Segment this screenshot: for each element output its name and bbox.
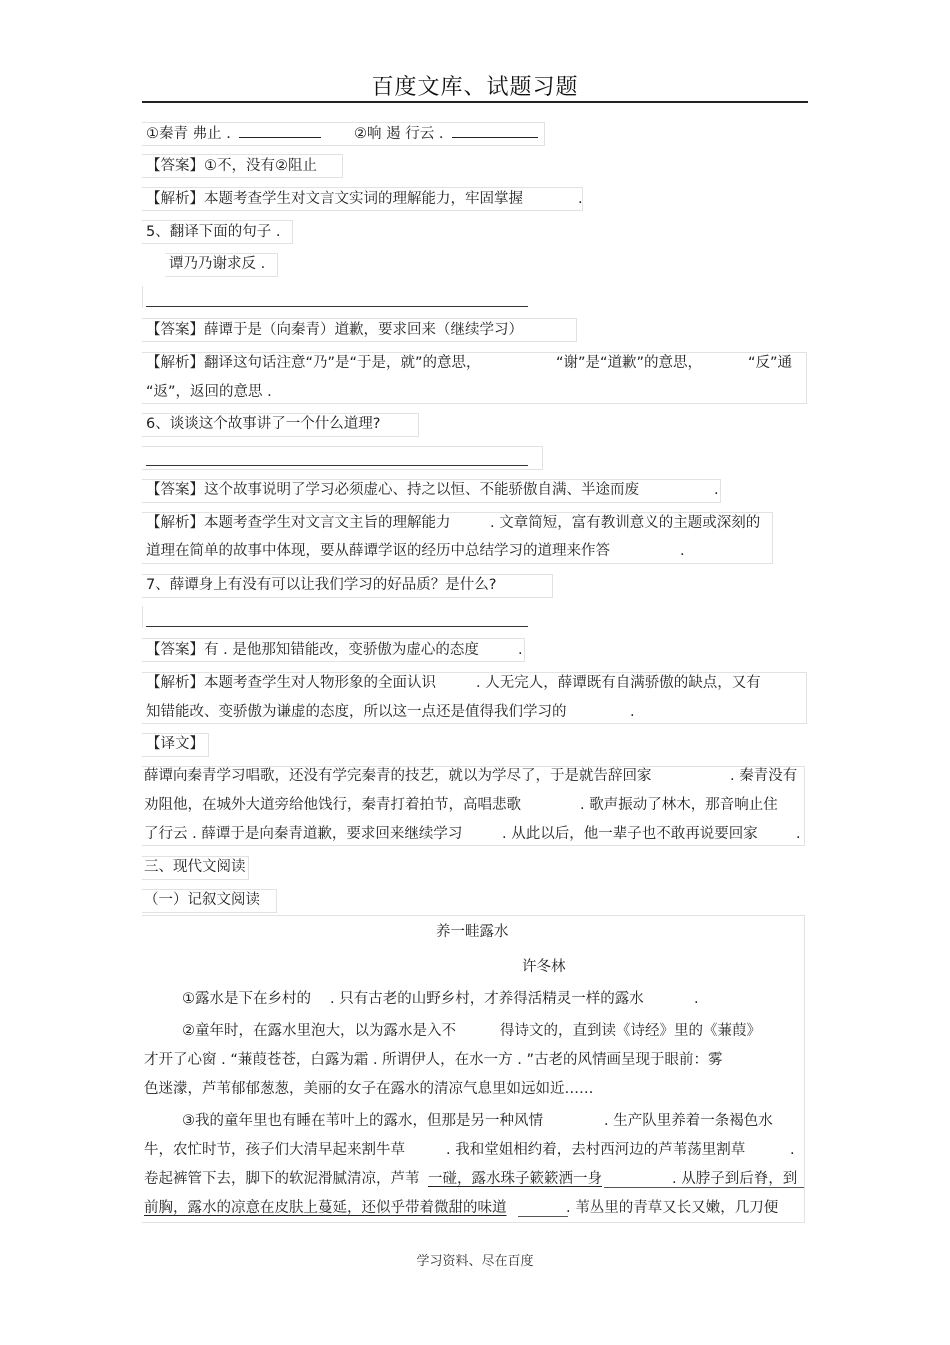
q5-analysis-l1a: 【解析】翻译这句话注意“乃”是“于是，就”的意思， bbox=[146, 355, 481, 371]
translation-l1a: 薛谭向秦青学习唱歌，还没有学完秦青的技艺，就以为学尽了，于是就告辞回家 bbox=[144, 768, 652, 784]
q6-analysis-l1b: . 文章简短，富有教训意义的主题或深刻的 bbox=[490, 515, 761, 531]
q6-question: 6、谈谈这个故事讲了一个什么道理? bbox=[146, 416, 381, 432]
article-p2-l3: 色迷濛，芦苇郁郁葱葱，美丽的女子在露水的清凉气息里如远如近…… bbox=[144, 1081, 594, 1097]
article-p3-l3a: 卷起裤管下去，脚下的软泥滑腻清凉，芦苇 bbox=[144, 1171, 420, 1187]
answer-line[interactable] bbox=[146, 465, 528, 466]
article-p3-l3c: . 从脖子到后脊，到 bbox=[672, 1171, 798, 1187]
article-p3-l2c: . bbox=[790, 1142, 795, 1158]
q7-analysis-l1b: . 人无完人，薛谭既有自满骄傲的缺点，又有 bbox=[476, 675, 761, 691]
q6-answer: 【答案】这个故事说明了学习必须虚心、持之以恒、不能骄傲自满、半途而废 bbox=[146, 482, 639, 498]
q7-analysis-l1a: 【解析】本题考查学生对人物形象的全面认识 bbox=[146, 675, 436, 691]
frame-box bbox=[142, 446, 543, 470]
q4-item1-line bbox=[146, 123, 321, 144]
page-footer: 学习资料、尽在百度 bbox=[416, 1254, 534, 1269]
article-p3-l1a: ③我的童年里也有睡在苇叶上的露水，但那是另一种风情 bbox=[182, 1113, 543, 1129]
q5-question: 5、翻译下面的句子 . bbox=[146, 224, 281, 240]
q7-question: 7、薛谭身上有没有可以让我们学习的好品质？是什么? bbox=[146, 577, 497, 593]
q7-answer-b: . bbox=[518, 642, 523, 658]
q6-analysis-l2b: . bbox=[680, 543, 685, 559]
translation-l2a: 劝阻他，在城外大道旁给他饯行，秦青打着拍节，高唱悲歌 bbox=[144, 797, 521, 813]
q4-item1: ①秦青 弗止 . bbox=[146, 126, 231, 142]
translation-l3c: . bbox=[796, 826, 801, 842]
page-header-title: 百度文库、试题习题 bbox=[371, 75, 579, 100]
q5-analysis-l2: “返”，返回的意思 . bbox=[146, 384, 272, 400]
q5-analysis-l1b: “谢”是“道歉”的意思， bbox=[556, 355, 703, 371]
article-author: 许冬林 bbox=[522, 959, 566, 975]
article-p1b: . 只有古老的山野乡村，才养得活精灵一样的露水 bbox=[330, 991, 644, 1007]
translation-label: 【译文】 bbox=[146, 736, 204, 752]
header-rule bbox=[142, 101, 808, 103]
article-p2-l1a: ②童年时，在露水里泡大，以为露水是入不 bbox=[182, 1023, 456, 1039]
article-p3-l2a: 牛，农忙时节，孩子们大清早起来割牛草 bbox=[144, 1142, 405, 1158]
article-p3-l4a: 前胸，露水的凉意在皮肤上蔓延，还似乎带着微甜的味道 bbox=[144, 1200, 507, 1216]
q7-answer-a: 【答案】有 . 是他那知错能改，变骄傲为虚心的态度 bbox=[146, 642, 479, 658]
q4-analysis: 【解析】本题考查学生对文言文实词的理解能力，牢固掌握 bbox=[146, 191, 523, 207]
q4-analysis-end: . bbox=[578, 191, 583, 207]
article-p1a: ①露水是下在乡村的 bbox=[182, 991, 311, 1007]
q5-analysis-l1c: “反”通 bbox=[748, 355, 793, 371]
frame-left bbox=[142, 286, 143, 308]
q4-item2: ②响 遏 行云 . bbox=[354, 126, 444, 142]
translation-l3a: 了行云 . 薛谭于是向秦青道歉，要求回来继续学习 bbox=[144, 826, 463, 842]
article-p1c: . bbox=[694, 991, 699, 1007]
q4-answer: 【答案】①不，没有②阻止 bbox=[146, 158, 317, 174]
q6-analysis-l1a: 【解析】本题考查学生对文言文主旨的理解能力 bbox=[146, 515, 451, 531]
q6-answer-end: . bbox=[714, 482, 719, 498]
answer-blank[interactable] bbox=[239, 123, 321, 138]
section3-subtitle: （一）记叙文阅读 bbox=[144, 892, 260, 908]
underline-rule bbox=[604, 1187, 804, 1188]
article-p2-l1b: 得诗文的，直到读《诗经》里的《蒹葭》 bbox=[500, 1023, 761, 1039]
article-p3-l4b: . 苇丛里的青草又长又嫩，几刀便 bbox=[566, 1200, 779, 1216]
underline-rule bbox=[518, 1216, 568, 1217]
frame-left bbox=[142, 606, 143, 628]
translation-l3b: . 从此以后，他一辈子也不敢再说要回家 bbox=[502, 826, 758, 842]
answer-line[interactable] bbox=[146, 626, 528, 627]
article-p2-l2: 才开了心窗 . “蒹葭苍苍，白露为霜 . 所谓伊人，在水一方 . ”古老的风情画呈现于眼前：雾 bbox=[144, 1052, 723, 1068]
article-p3-l2b: . 我和堂姐相约着，去村西河边的芦苇荡里割草 bbox=[446, 1142, 746, 1158]
q5-answer: 【答案】薛谭于是（向秦青）道歉，要求回来（继续学习） bbox=[146, 322, 523, 338]
answer-line[interactable] bbox=[146, 306, 528, 307]
q7-analysis-l2b: . bbox=[630, 704, 635, 720]
q7-analysis-l2a: 知错能改、变骄傲为谦虚的态度，所以这一点还是值得我们学习的 bbox=[146, 704, 567, 720]
article-p3-l1b: . 生产队里养着一条褐色水 bbox=[604, 1113, 773, 1129]
q6-analysis-l2a: 道理在简单的故事中体现，要从薛谭学讴的经历中总结学习的道理来作答 bbox=[146, 543, 610, 559]
translation-l1b: . 秦青没有 bbox=[730, 768, 798, 784]
section3-title: 三、现代文阅读 bbox=[144, 859, 246, 875]
translation-l2b: . 歌声振动了林木，那音响止住 bbox=[580, 797, 778, 813]
article-p3-l3b: 一碰，露水珠子簌簌洒一身 bbox=[428, 1171, 602, 1187]
q5-sentence: 谭乃乃谢求反 . bbox=[169, 256, 266, 272]
q4-item2-line bbox=[354, 123, 538, 144]
answer-blank[interactable] bbox=[452, 123, 538, 138]
article-title: 养一畦露水 bbox=[436, 924, 509, 940]
